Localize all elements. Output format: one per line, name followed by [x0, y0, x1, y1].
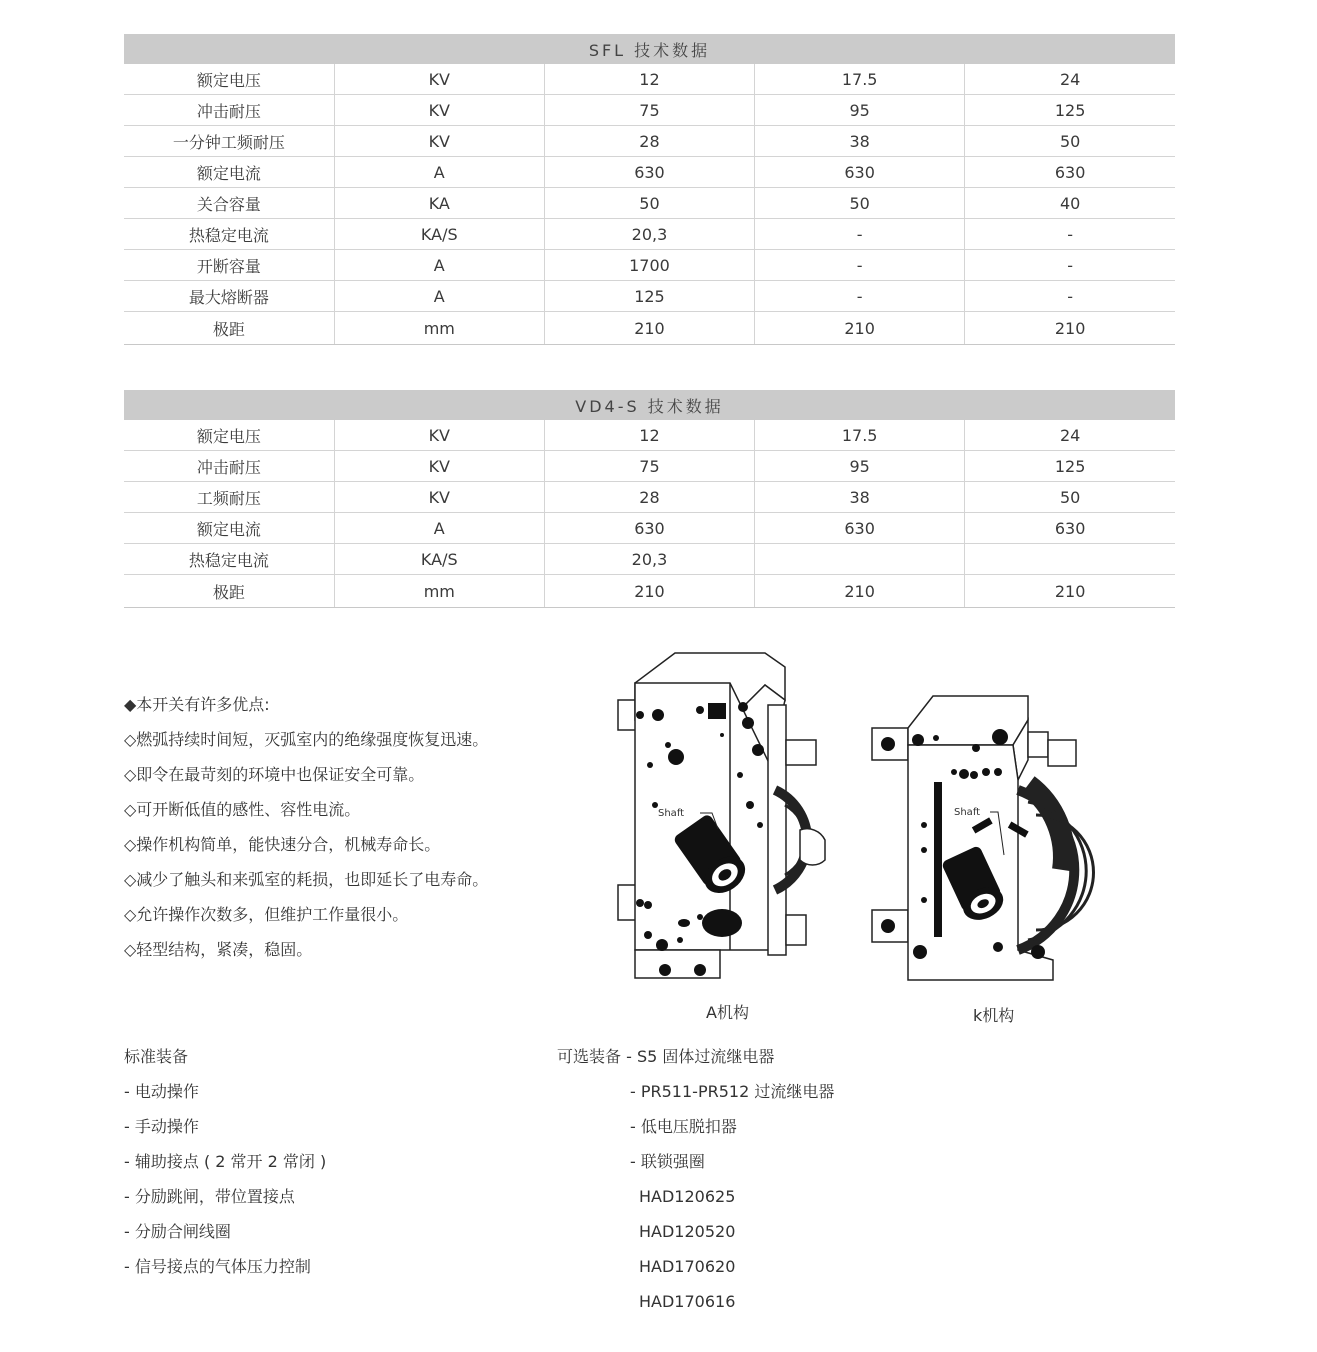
- table-cell: 210: [755, 575, 965, 608]
- table-cell: 210: [965, 575, 1175, 608]
- table-cell: 630: [755, 513, 965, 544]
- advantage-item: ◇操作机构简单，能快速分合，机械寿命长。: [124, 835, 441, 854]
- advantage-item: ◇可开断低值的感性、容性电流。: [124, 800, 361, 819]
- table-row: [124, 157, 1175, 188]
- optional-equipment-title: 可选装备 - S5 固体过流继电器: [557, 1047, 775, 1066]
- table-row: [124, 281, 1175, 312]
- table-cell: mm: [334, 575, 544, 608]
- optional-item: - 联锁强圈: [630, 1152, 705, 1171]
- standard-item: - 分励跳闸，带位置接点: [124, 1187, 295, 1206]
- advantage-item: ◇允许操作次数多，但维护工作量很小。: [124, 905, 409, 924]
- optional-equipment: [557, 1042, 834, 1322]
- table-cell: 50: [544, 188, 754, 219]
- table-row: [124, 126, 1175, 157]
- table-cell: 95: [755, 451, 965, 482]
- table-cell: 额定电流: [124, 157, 334, 188]
- table-cell: -: [755, 250, 965, 281]
- table-row: [124, 575, 1175, 608]
- table-cell: 20,3: [544, 544, 754, 575]
- standard-item: - 手动操作: [124, 1117, 199, 1136]
- optional-code: HAD170620: [639, 1257, 736, 1276]
- table-cell: 50: [755, 188, 965, 219]
- advantage-item: ◇轻型结构，紧凑，稳固。: [124, 940, 313, 959]
- optional-item: - PR511-PR512 过流继电器: [630, 1082, 835, 1101]
- table-row: [124, 312, 1175, 345]
- table-cell: 210: [544, 312, 754, 345]
- table-cell: 24: [965, 64, 1175, 95]
- table-cell: 冲击耐压: [124, 95, 334, 126]
- standard-item: - 电动操作: [124, 1082, 199, 1101]
- optional-code: HAD170616: [639, 1292, 736, 1311]
- table-cell: KV: [334, 482, 544, 513]
- table-cell: 38: [755, 126, 965, 157]
- table-cell: KV: [334, 420, 544, 451]
- table-cell: mm: [334, 312, 544, 345]
- table-cell: -: [965, 250, 1175, 281]
- table-row: [124, 544, 1175, 575]
- table-cell: 极距: [124, 575, 334, 608]
- table-cell: 1700: [544, 250, 754, 281]
- table-cell: KA: [334, 188, 544, 219]
- table-cell: -: [965, 281, 1175, 312]
- sfl-spec-table: [124, 34, 1175, 345]
- table-cell: 28: [544, 482, 754, 513]
- table-cell: -: [965, 219, 1175, 250]
- a-mechanism-caption: A机构: [706, 1003, 749, 1022]
- table-cell: KV: [334, 64, 544, 95]
- table-cell: 210: [965, 312, 1175, 345]
- optional-code: HAD120625: [639, 1187, 736, 1206]
- table-cell: 630: [544, 157, 754, 188]
- table-row: [124, 95, 1175, 126]
- table-cell: 热稳定电流: [124, 219, 334, 250]
- table-cell: KA/S: [334, 219, 544, 250]
- table-cell: 40: [965, 188, 1175, 219]
- table-cell: A: [334, 513, 544, 544]
- table-cell: 额定电压: [124, 64, 334, 95]
- table-cell: 50: [965, 126, 1175, 157]
- advantages-heading: ◆本开关有许多优点:: [124, 695, 270, 714]
- table-cell: 125: [965, 451, 1175, 482]
- vd4-spec-table: [124, 390, 1175, 608]
- table-cell: 75: [544, 451, 754, 482]
- table-cell: KA/S: [334, 544, 544, 575]
- table-cell: KV: [334, 126, 544, 157]
- table-row: [124, 451, 1175, 482]
- k-mechanism-illustration: [868, 690, 1108, 990]
- table-cell: A: [334, 157, 544, 188]
- table-cell: 38: [755, 482, 965, 513]
- advantage-item: ◇减少了触头和来弧室的耗损，也即延长了电寿命。: [124, 870, 489, 889]
- advantage-item: ◇燃弧持续时间短，灭弧室内的绝缘强度恢复迅速。: [124, 730, 489, 749]
- table-cell: 125: [544, 281, 754, 312]
- table-cell: 20,3: [544, 219, 754, 250]
- k-mechanism-caption: k机构: [973, 1006, 1015, 1025]
- table-cell: [965, 544, 1175, 575]
- table-cell: 630: [544, 513, 754, 544]
- a-shaft-label: Shaft: [658, 808, 685, 819]
- table-cell: 75: [544, 95, 754, 126]
- table-cell: 50: [965, 482, 1175, 513]
- optional-code: HAD120520: [639, 1222, 736, 1241]
- advantage-item: ◇即令在最苛刻的环境中也保证安全可靠。: [124, 765, 425, 784]
- table-cell: 630: [965, 513, 1175, 544]
- table-cell: 12: [544, 64, 754, 95]
- standard-item: - 辅助接点 ( 2 常开 2 常闭 ): [124, 1152, 327, 1171]
- vd4-table-title: VD4-S 技术数据: [124, 390, 1175, 420]
- table-cell: 额定电压: [124, 420, 334, 451]
- table-row: [124, 219, 1175, 250]
- table-cell: 极距: [124, 312, 334, 345]
- table-cell: 最大熔断器: [124, 281, 334, 312]
- table-cell: 24: [965, 420, 1175, 451]
- table-cell: 关合容量: [124, 188, 334, 219]
- table-cell: 630: [965, 157, 1175, 188]
- table-cell: 开断容量: [124, 250, 334, 281]
- a-mechanism-illustration: [600, 645, 850, 985]
- table-cell: 17.5: [755, 64, 965, 95]
- table-row: [124, 64, 1175, 95]
- table-row: [124, 250, 1175, 281]
- table-cell: KV: [334, 95, 544, 126]
- table-cell: 额定电流: [124, 513, 334, 544]
- table-cell: 125: [965, 95, 1175, 126]
- optional-item: - 低电压脱扣器: [630, 1117, 737, 1136]
- table-row: [124, 188, 1175, 219]
- table-cell: 工频耐压: [124, 482, 334, 513]
- standard-equipment-title: 标准装备: [124, 1047, 189, 1066]
- table-row: [124, 420, 1175, 451]
- table-cell: -: [755, 219, 965, 250]
- advantages-list: [124, 690, 488, 970]
- table-cell: 630: [755, 157, 965, 188]
- table-row: [124, 482, 1175, 513]
- table-cell: 210: [755, 312, 965, 345]
- table-cell: 热稳定电流: [124, 544, 334, 575]
- standard-item: - 分励合闸线圈: [124, 1222, 231, 1241]
- table-cell: 28: [544, 126, 754, 157]
- table-cell: [755, 544, 965, 575]
- table-cell: A: [334, 250, 544, 281]
- standard-equipment: [124, 1042, 326, 1287]
- table-cell: -: [755, 281, 965, 312]
- table-cell: 210: [544, 575, 754, 608]
- table-cell: 17.5: [755, 420, 965, 451]
- table-cell: 冲击耐压: [124, 451, 334, 482]
- table-row: [124, 513, 1175, 544]
- sfl-table-title: SFL 技术数据: [124, 34, 1175, 64]
- table-cell: 95: [755, 95, 965, 126]
- table-cell: KV: [334, 451, 544, 482]
- table-cell: A: [334, 281, 544, 312]
- table-cell: 12: [544, 420, 754, 451]
- standard-item: - 信号接点的气体压力控制: [124, 1257, 311, 1276]
- table-cell: 一分钟工频耐压: [124, 126, 334, 157]
- k-shaft-label: Shaft: [954, 807, 981, 818]
